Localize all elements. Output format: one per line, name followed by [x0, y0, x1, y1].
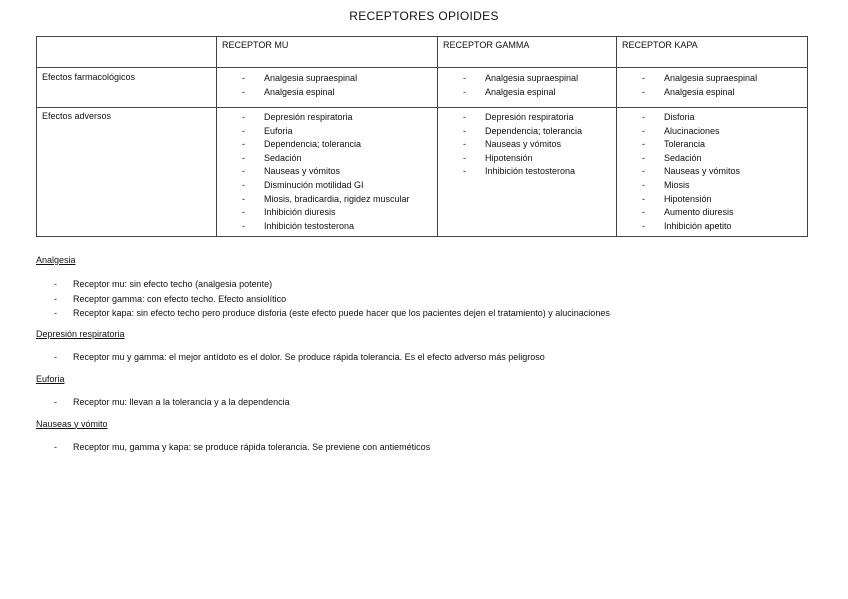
list-item: - Dependencia; tolerancia [242, 138, 432, 152]
cell-pharm-mu [217, 68, 438, 108]
list-item: - Receptor mu: sin efecto techo (analgesia potente) [54, 277, 816, 292]
list-item: - Receptor mu y gamma: el mejor antídoto es el dolor. Se produce rápida tolerancia. Es el efecto adverso más peligroso [54, 350, 816, 365]
receptors-table [36, 36, 808, 237]
list-item: - Inhibición testosterona [463, 165, 611, 179]
respiratory-list [36, 350, 816, 365]
list-item: - Analgesia supraespinal [242, 72, 432, 86]
notes-section [36, 254, 816, 454]
list-item: - Receptor mu, gamma y kapa: se produce rápida tolerancia. Se previene con antieméticos [54, 440, 816, 455]
cell-adverse-kapa [617, 108, 808, 237]
list-item: - Analgesia espinal [642, 86, 802, 100]
list-item: - Euforia [242, 125, 432, 139]
header-cell-mu: RECEPTOR MU [217, 37, 438, 68]
list-item: - Inhibición testosterona [242, 220, 432, 234]
list-item: - Alucinaciones [642, 125, 802, 139]
section-title-respiratory: Depresión respiratoria [36, 328, 125, 339]
list-item: - Hipotensión [463, 152, 611, 166]
list-item: - Disminución motilidad GI [242, 179, 432, 193]
list-item: - Miosis [642, 179, 802, 193]
list-item: - Depresión respiratoria [242, 111, 432, 125]
list-item: - Analgesia espinal [242, 86, 432, 100]
list-item: - Receptor kapa: sin efecto techo pero produce disforia (este efecto puede hacer que los pacientes dejen el tratamiento) y alucinaciones [54, 306, 816, 321]
list-item: - Sedación [642, 152, 802, 166]
section-title-analgesia: Analgesia [36, 255, 76, 265]
cell-adverse-gamma [438, 108, 617, 237]
list-item: - Sedación [242, 152, 432, 166]
list-item: - Analgesia espinal [463, 86, 611, 100]
euforia-list [36, 395, 816, 410]
list-item: - Nauseas y vómitos [242, 165, 432, 179]
section-title-nausea: Nauseas y vómito [36, 418, 108, 429]
list-item: - Hipotensión [642, 193, 802, 207]
list-item: - Analgesia supraespinal [463, 72, 611, 86]
row-label-pharmacological: Efectos farmacológicos [37, 68, 217, 108]
list-item: - Inhibición diuresis [242, 206, 432, 220]
header-cell-empty [37, 37, 217, 68]
document-title: RECEPTORES OPIOIDES [349, 9, 499, 23]
header-cell-kapa: RECEPTOR KAPA [617, 37, 808, 68]
cell-adverse-mu [217, 108, 438, 237]
list-item: - Inhibición apetito [642, 220, 802, 234]
header-cell-gamma: RECEPTOR GAMMA [438, 37, 617, 68]
list-item: - Receptor gamma: con efecto techo. Efecto ansiolítico [54, 292, 816, 307]
list-item: - Disforia [642, 111, 802, 125]
row-label-adverse: Efectos adversos [37, 108, 217, 237]
cell-pharm-kapa [617, 68, 808, 108]
list-item: - Aumento diuresis [642, 206, 802, 220]
section-title-euforia: Euforia [36, 374, 65, 384]
table-row [37, 108, 808, 237]
list-item: - Miosis, bradicardia, rigidez muscular [242, 193, 432, 207]
table-header-row [37, 37, 808, 68]
list-item: - Dependencia; tolerancia [463, 125, 611, 139]
table-row [37, 68, 808, 108]
list-item: - Analgesia supraespinal [642, 72, 802, 86]
list-item: - Receptor mu: llevan a la tolerancia y a la dependencia [54, 395, 816, 410]
nausea-list [36, 440, 816, 455]
list-item: - Nauseas y vómitos [463, 138, 611, 152]
analgesia-list [36, 277, 816, 321]
cell-pharm-gamma [438, 68, 617, 108]
list-item: - Tolerancia [642, 138, 802, 152]
list-item: - Nauseas y vómitos [642, 165, 802, 179]
list-item: - Depresión respiratoria [463, 111, 611, 125]
